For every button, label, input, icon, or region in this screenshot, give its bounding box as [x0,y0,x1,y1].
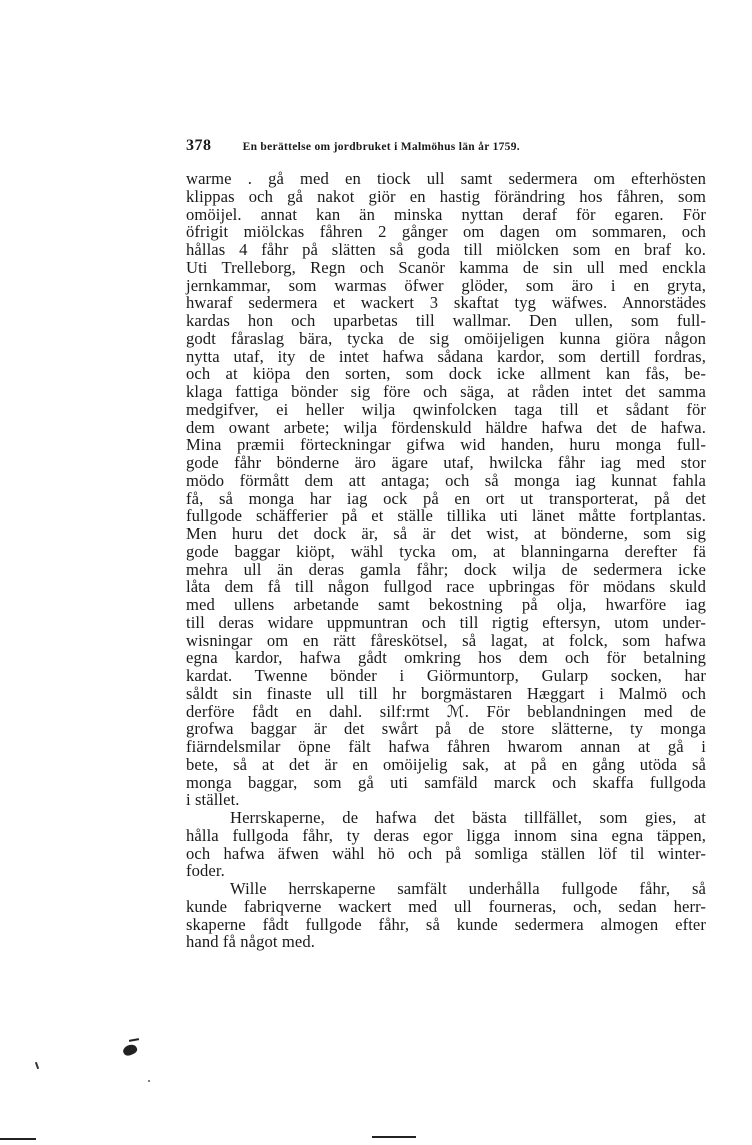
ink-blot-tail-mark [129,1038,139,1042]
text-line: Mina præmii förteckningar gifwa wid handen, huru monga full- [186,435,706,455]
text-line: med ullens arbetande samt bekostning på olja, hwarföre iag [186,595,706,614]
text-line: och hafwa äfwen wähl hö och på somliga ställen löf til winter- [186,843,706,863]
text-line: hwaraf sedermera et wackert 3 skaftat tyg wäfwes. Annorstädes [186,293,706,313]
paragraph-end-line: foder. [186,861,225,881]
text-line: hållas 4 fåhr på slätten så goda till miölcken som en braf ko. [186,240,706,259]
paragraph-end-line: i stället. [186,790,240,810]
text-line: kunde fabriqverne wackert med ull fourneras, och, sedan herr- [186,896,706,916]
text-line: till deras widare uppmuntran och till rigtig eftersyn, utom under- [186,612,706,632]
text-line: klaga fattiga bönder sig före och säga, at råden intet det samma [186,382,706,401]
page-header [186,135,716,155]
text-line: Uti Trelleborg, Regn och Scanör kamma de sin ull med enckla [186,257,706,277]
text-line: kardas hon och uparbetas till wallmar. Den ullen, som full- [186,311,706,330]
text-line: såldt sin finaste ull till hr borgmästaren Hæggart i Malmö och [186,683,706,703]
text-line: grofwa baggar är det swårt på de store slätterne, ty monga [186,719,706,739]
scan-speck-mark [148,1080,150,1082]
text-line: derföre fådt en dahl. silf:rmt ℳ. För beblandningen med de [186,701,706,721]
text-line: omöijel. annat kan än minska nyttan deraf för egaren. För [186,204,706,224]
bottom-center-rule [372,1136,416,1138]
text-line: monga baggar, som gå uti samfäld marck och skaffa fullgoda [186,772,706,792]
text-line: jernkammar, som warmas öfwer glöder, som äro i en gryta, [186,275,706,295]
text-line: egna kardor, hafwa gådt omkring hos dem och för betalning [186,648,706,668]
text-line: och at kiöpa den sorten, som dock icke allment kan fås, be- [186,364,706,384]
text-line: bete, så at det är en omöijelig sak, at på en gång utöda så [186,754,706,774]
text-line: medgifver, ei heller wilja qwinfolcken taga till et sådant för [186,399,706,419]
text-line: gode fåhr bönderne äro ägare utaf, hwilcka fåhr iag med stor [186,453,706,472]
text-line: dem owant arbete; wilja fördenskuld häldre hafwa det de hafwa. [186,417,706,437]
text-line: klippas och gå nakot giör en hastig förändring hos fåhren, som [186,186,706,206]
running-head: En berättelse om jordbruket i Malmöhus län år 1759. [242,141,520,153]
text-line: få, så monga har iag ock på en ort ut transporterat, på det [186,488,706,508]
paragraph-start-line: Herrskaperne, de hafwa det bästa tillfället, som gies, at [230,808,706,827]
text-line: skaperne fådt fullgode fåhr, så kunde sedermera almogen efter [186,914,706,934]
scan-speck-mark [35,1062,39,1069]
text-line: fullgode schäfferier på et ställe tillika uti länet måtte fortplantas. [186,506,706,526]
bottom-left-rule [0,1138,36,1140]
text-line: nytta utaf, ity de intet hafwa sådana kardor, som dertill fordras, [186,346,706,366]
body-text [186,170,706,951]
text-line: warme . gå med en tiock ull samt sedermera om efterhösten [186,169,706,188]
paragraph-end-line: hand få något med. [186,932,315,952]
text-line: godt fåraslag bära, tycka de sig omöijeligen kunna giöra någon [186,328,706,348]
text-line: gode baggar kiöpt, wähl tycka om, at blanningarna derefter fä [186,541,706,561]
text-line: mödo förmått dem att antaga; och så monga iag kunnat fahla [186,470,706,490]
text-line: fiärndelsmilar öpne fält hafwa fåhren hwarom annan at gå i [186,737,706,756]
text-line: hålla fullgoda fåhr, ty deras egor ligga innom sina egna täppen, [186,825,706,845]
text-line: mehra ull än deras gamla fåhr; dock wilja de sedermera icke [186,559,706,579]
paragraph-start-line: Wille herrskaperne samfält underhålla fullgode fåhr, så [230,879,706,898]
text-line: låta dem få till någon fullgod race upbringas för mödans skuld [186,577,706,597]
page-number: 378 [186,137,212,154]
text-line: wisningar om en rätt fåreskötsel, så lagat, at folck, som hafwa [186,630,706,650]
text-line: kardat. Twenne bönder i Giörmuntorp, Gularp socken, har [186,666,706,685]
text-line: öfrigit miölckas fåhren 2 gånger om dagen om sommaren, och [186,222,706,242]
text-line: Men huru det dock är, så är det wist, at bönderne, som sig [186,524,706,543]
ink-blot-mark [122,1043,139,1058]
